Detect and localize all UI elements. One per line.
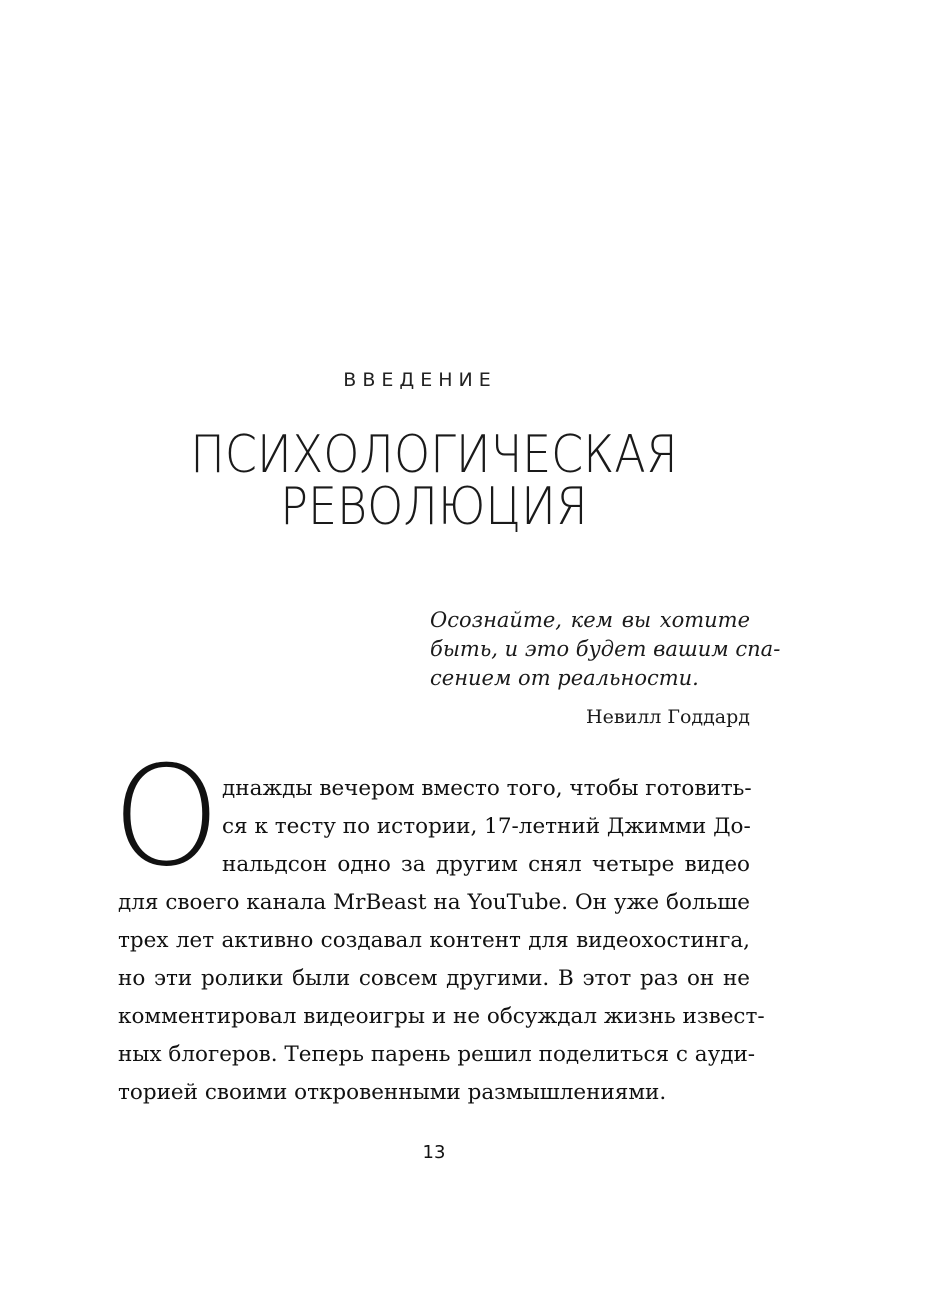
chapter-title-line-1: ПСИХОЛОГИЧЕСКАЯ xyxy=(190,423,678,485)
section-label: ВВЕДЕНИЕ xyxy=(343,369,497,391)
body-line: ся к тесту по истории, 17-летний Джимми До- xyxy=(222,814,751,839)
epigraph-author: Невилл Годдард xyxy=(586,706,750,728)
drop-cap: О xyxy=(112,736,221,897)
epigraph-quote xyxy=(430,606,781,693)
chapter-title xyxy=(0,423,868,537)
body-line: торией своими откровенными размышлениями. xyxy=(118,1080,667,1105)
body-paragraph xyxy=(118,770,765,1112)
body-line: трех лет активно создавал контент для видеохостинга, xyxy=(118,928,750,953)
body-line: для своего канала MrBeast на YouTube. Он уже больше xyxy=(118,890,750,915)
body-line: комментировал видеоигры и не обсуждал жизнь извест- xyxy=(118,1004,765,1029)
body-line: днажды вечером вместо того, чтобы готовить- xyxy=(222,776,752,801)
body-line: нальдсон одно за другим снял четыре видео xyxy=(222,852,750,877)
body-line: ных блогеров. Теперь парень решил поделиться с ауди- xyxy=(118,1042,756,1067)
chapter-title-line-2: РЕВОЛЮЦИЯ xyxy=(280,475,588,537)
epigraph-line: быть, и это будет вашим спа- xyxy=(430,637,781,661)
epigraph-line: сением от реальности. xyxy=(430,666,699,690)
page-number: 13 xyxy=(422,1142,446,1163)
body-line: но эти ролики были совсем другими. В этот раз он не xyxy=(118,966,750,991)
epigraph-line: Осознайте, кем вы хотите xyxy=(430,608,750,632)
